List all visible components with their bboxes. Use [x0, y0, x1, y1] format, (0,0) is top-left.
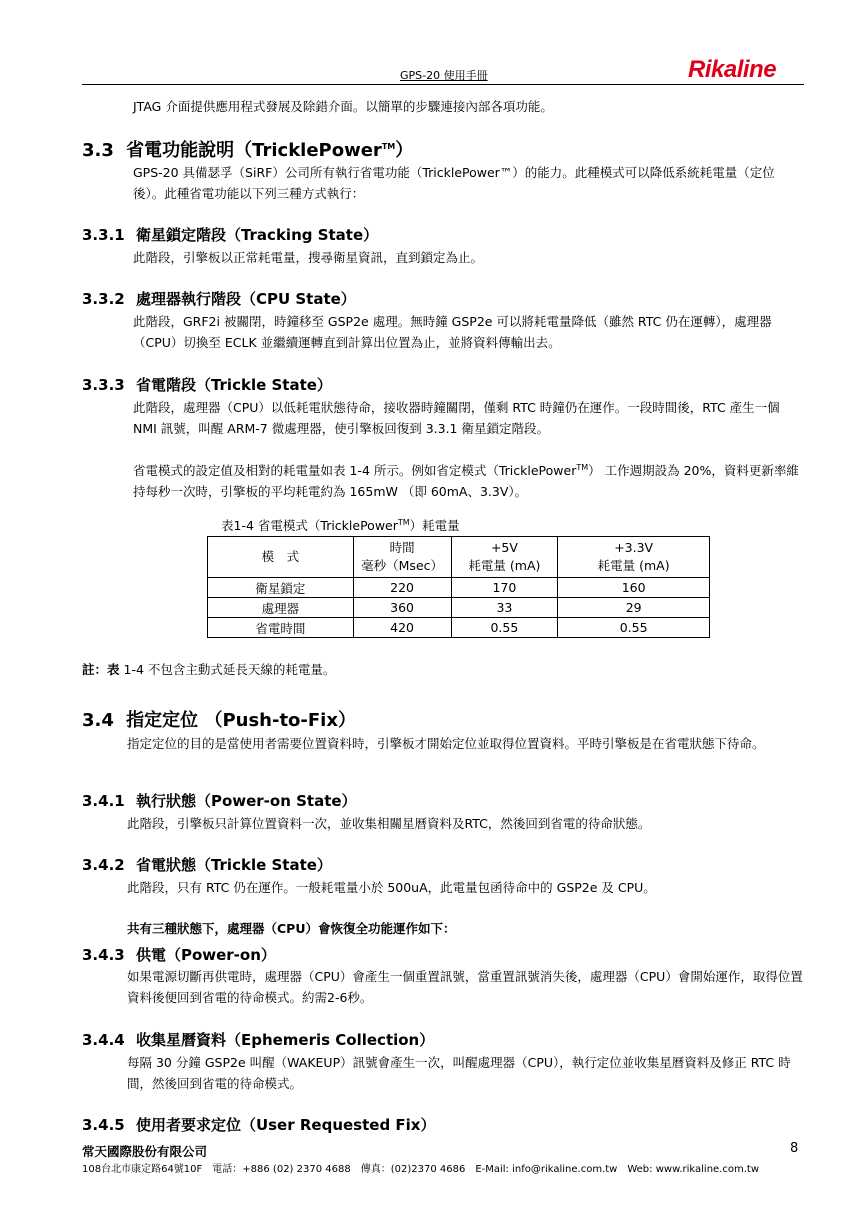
intro-paragraph: JTAG 介面提供應用程式發展及除錯介面。以簡單的步驟連接內部各項功能。 [133, 99, 553, 114]
section-number: 3.3.2 [82, 290, 125, 308]
section-3-3-heading [82, 136, 413, 162]
table-cell: 160 [558, 578, 710, 598]
body-part-a: 省電模式的設定值及相對的耗電量如表 1-4 所示。例如省定模式（TricklePower [133, 463, 577, 479]
section-number: 3.3.1 [82, 226, 125, 244]
section-3-4-heading [82, 706, 356, 732]
page-number: 8 [790, 1141, 799, 1156]
table-note [82, 660, 335, 678]
section-title: 指定定位 （Push-to-Fix） [126, 710, 356, 731]
table-cell: 0.55 [451, 618, 558, 638]
table-header-row [208, 537, 710, 578]
table-cell: 33 [451, 598, 558, 618]
section-title: 省電狀態（Trickle State） [135, 856, 332, 874]
section-3-4-1-body: 此階段，引擎板只計算位置資料一次，並收集相關星曆資料及RTC，然後回到省電的待命狀態。 [127, 816, 651, 831]
table-cell: 220 [353, 578, 451, 598]
caption-part-a: 表1-4 省電模式（TricklePower [221, 518, 398, 533]
section-3-3-2-body: 此階段，GRF2i 被關閉，時鐘移至 GSP2e 處理。無時鐘 GSP2e 可以將耗電量降低（雖然 RTC 仍在運轉），處理器（CPU）切換至 ECLK 並繼續運轉直到計算出位置為止，並將資料傳輸出去。 [133, 314, 772, 350]
table-row [208, 598, 710, 618]
header-line: 模 式 [261, 549, 300, 564]
table-row [208, 578, 710, 598]
section-3-3-body: GPS-20 具備瑟孚（SiRF）公司所有執行省電功能（TricklePower™）的能力。此種模式可以降低系統耗電量（定位後）。此種省電功能以下列三種方式執行： [133, 165, 775, 201]
section-title-end: ） [395, 140, 414, 161]
section-title: 衛星鎖定階段（Tracking State） [135, 226, 379, 244]
header-line: 耗電量 (mA) [597, 558, 670, 573]
header-3v3 [558, 537, 710, 578]
table-cell: 170 [451, 578, 558, 598]
table-cell: 處理器 [208, 598, 354, 618]
section-title: 省電功能說明（TricklePower [126, 140, 382, 161]
section-number: 3.4.2 [82, 856, 125, 874]
rikaline-logo: Rikaline [688, 56, 777, 83]
section-3-3-1-heading [82, 224, 378, 245]
section-number: 3.3 [82, 140, 114, 161]
header-line: +3.3V [614, 540, 654, 555]
section-3-4-5-heading [82, 1114, 435, 1135]
section-title: 供電（Power-on） [135, 946, 276, 964]
section-3-4-3-heading [82, 944, 276, 965]
section-3-4-body: 指定定位的目的是當使用者需要位置資料時，引擎板才開始定位並取得位置資料。平時引擎板是在省電狀態下待命。 [127, 736, 765, 751]
footer-company: 常天國際股份有限公司 [82, 1144, 208, 1159]
table-cell: 衛星鎖定 [208, 578, 354, 598]
section-title: 收集星曆資料（Ephemeris Collection） [135, 1031, 435, 1049]
section-3-4-2-body: 此階段，只有 RTC 仍在運作。一般耗電量小於 500uA，此電量包函待命中的 GSP2e 及 CPU。 [127, 880, 656, 895]
trademark: TM [381, 142, 396, 151]
table-cell: 360 [353, 598, 451, 618]
power-mode-table [207, 536, 710, 638]
section-3-4-4-body: 每隔 30 分鐘 GSP2e 叫醒（WAKEUP）訊號會產生一次，叫醒處理器（CPU），執行定位並收集星曆資料及修正 RTC 時間，然後回到省電的待命模式。 [127, 1055, 791, 1091]
section-3-3-3-heading [82, 374, 332, 395]
three-states-line: 共有三種狀態下，處理器（CPU）會恢復全功能運作如下： [127, 921, 456, 936]
trademark: TM [576, 463, 589, 472]
section-3-4-4-heading [82, 1029, 434, 1050]
section-3-4-2-heading [82, 854, 332, 875]
header-line: 耗電量 (mA) [468, 558, 541, 573]
section-3-3-3-body: 此階段，處理器（CPU）以低耗電狀態待命，接收器時鐘關閉，僅剩 RTC 時鐘仍在運作。一段時間後，RTC 產生一個 NMI 訊號，叫醒 ARM-7 微處理器，使引擎板回復到 3.3.1 衛星鎖定階段。 [133, 400, 780, 436]
body-part-b: ） 工作週期設為 20%，資料更新率維持每秒一次時，引擎板的平均耗電約為 165mW （即 60mA、3.3V）。 [133, 463, 799, 500]
section-3-3-3-body-2 [133, 457, 803, 502]
table-cell: 0.55 [558, 618, 710, 638]
note-text: 1-4 不包含主動式延長天線的耗電量。 [119, 662, 336, 677]
section-3-3-1-body: 此階段，引擎板以正常耗電量，搜尋衛星資訊，直到鎖定為止。 [133, 250, 484, 265]
header-mode [208, 537, 354, 578]
header-rule [82, 84, 804, 85]
section-3-4-3-body: 如果電源切斷再供電時，處理器（CPU）會產生一個重置訊號，當重置訊號消失後，處理器（CPU）會開始運作，取得位置資料後便回到省電的待命模式。約需2-6秒。 [127, 969, 803, 1005]
header-title: GPS-20 使用手冊 [400, 69, 488, 82]
table-cell: 29 [558, 598, 710, 618]
header-line: 時間 [389, 540, 415, 555]
section-title: 處理器執行階段（CPU State） [135, 290, 356, 308]
header-line: +5V [490, 540, 518, 555]
section-number: 3.4 [82, 710, 114, 731]
section-number: 3.4.5 [82, 1116, 125, 1134]
section-number: 3.3.3 [82, 376, 125, 394]
table-cell: 省電時間 [208, 618, 354, 638]
note-label: 註：表 [82, 662, 120, 677]
section-number: 3.4.4 [82, 1031, 125, 1049]
section-3-4-1-heading [82, 790, 357, 811]
header-line: 毫秒（Msec） [361, 558, 444, 573]
section-3-3-2-heading [82, 288, 356, 309]
table-caption [221, 516, 460, 534]
footer-address: 108台北市康定路64號10F 電話：+886 (02) 2370 4688 傳真：(02)2370 4686 E-Mail: info@rikaline.com.tw Web: www.rikaline.com.tw [82, 1164, 759, 1175]
trademark: TM [397, 517, 410, 527]
header-time [353, 537, 451, 578]
section-title: 省電階段（Trickle State） [135, 376, 332, 394]
section-title: 執行狀態（Power-on State） [135, 792, 357, 810]
header-5v [451, 537, 558, 578]
section-number: 3.4.3 [82, 946, 125, 964]
caption-part-b: ）耗電量 [409, 518, 460, 533]
table-row [208, 618, 710, 638]
section-title: 使用者要求定位（User Requested Fix） [135, 1116, 436, 1134]
table-cell: 420 [353, 618, 451, 638]
section-number: 3.4.1 [82, 792, 125, 810]
